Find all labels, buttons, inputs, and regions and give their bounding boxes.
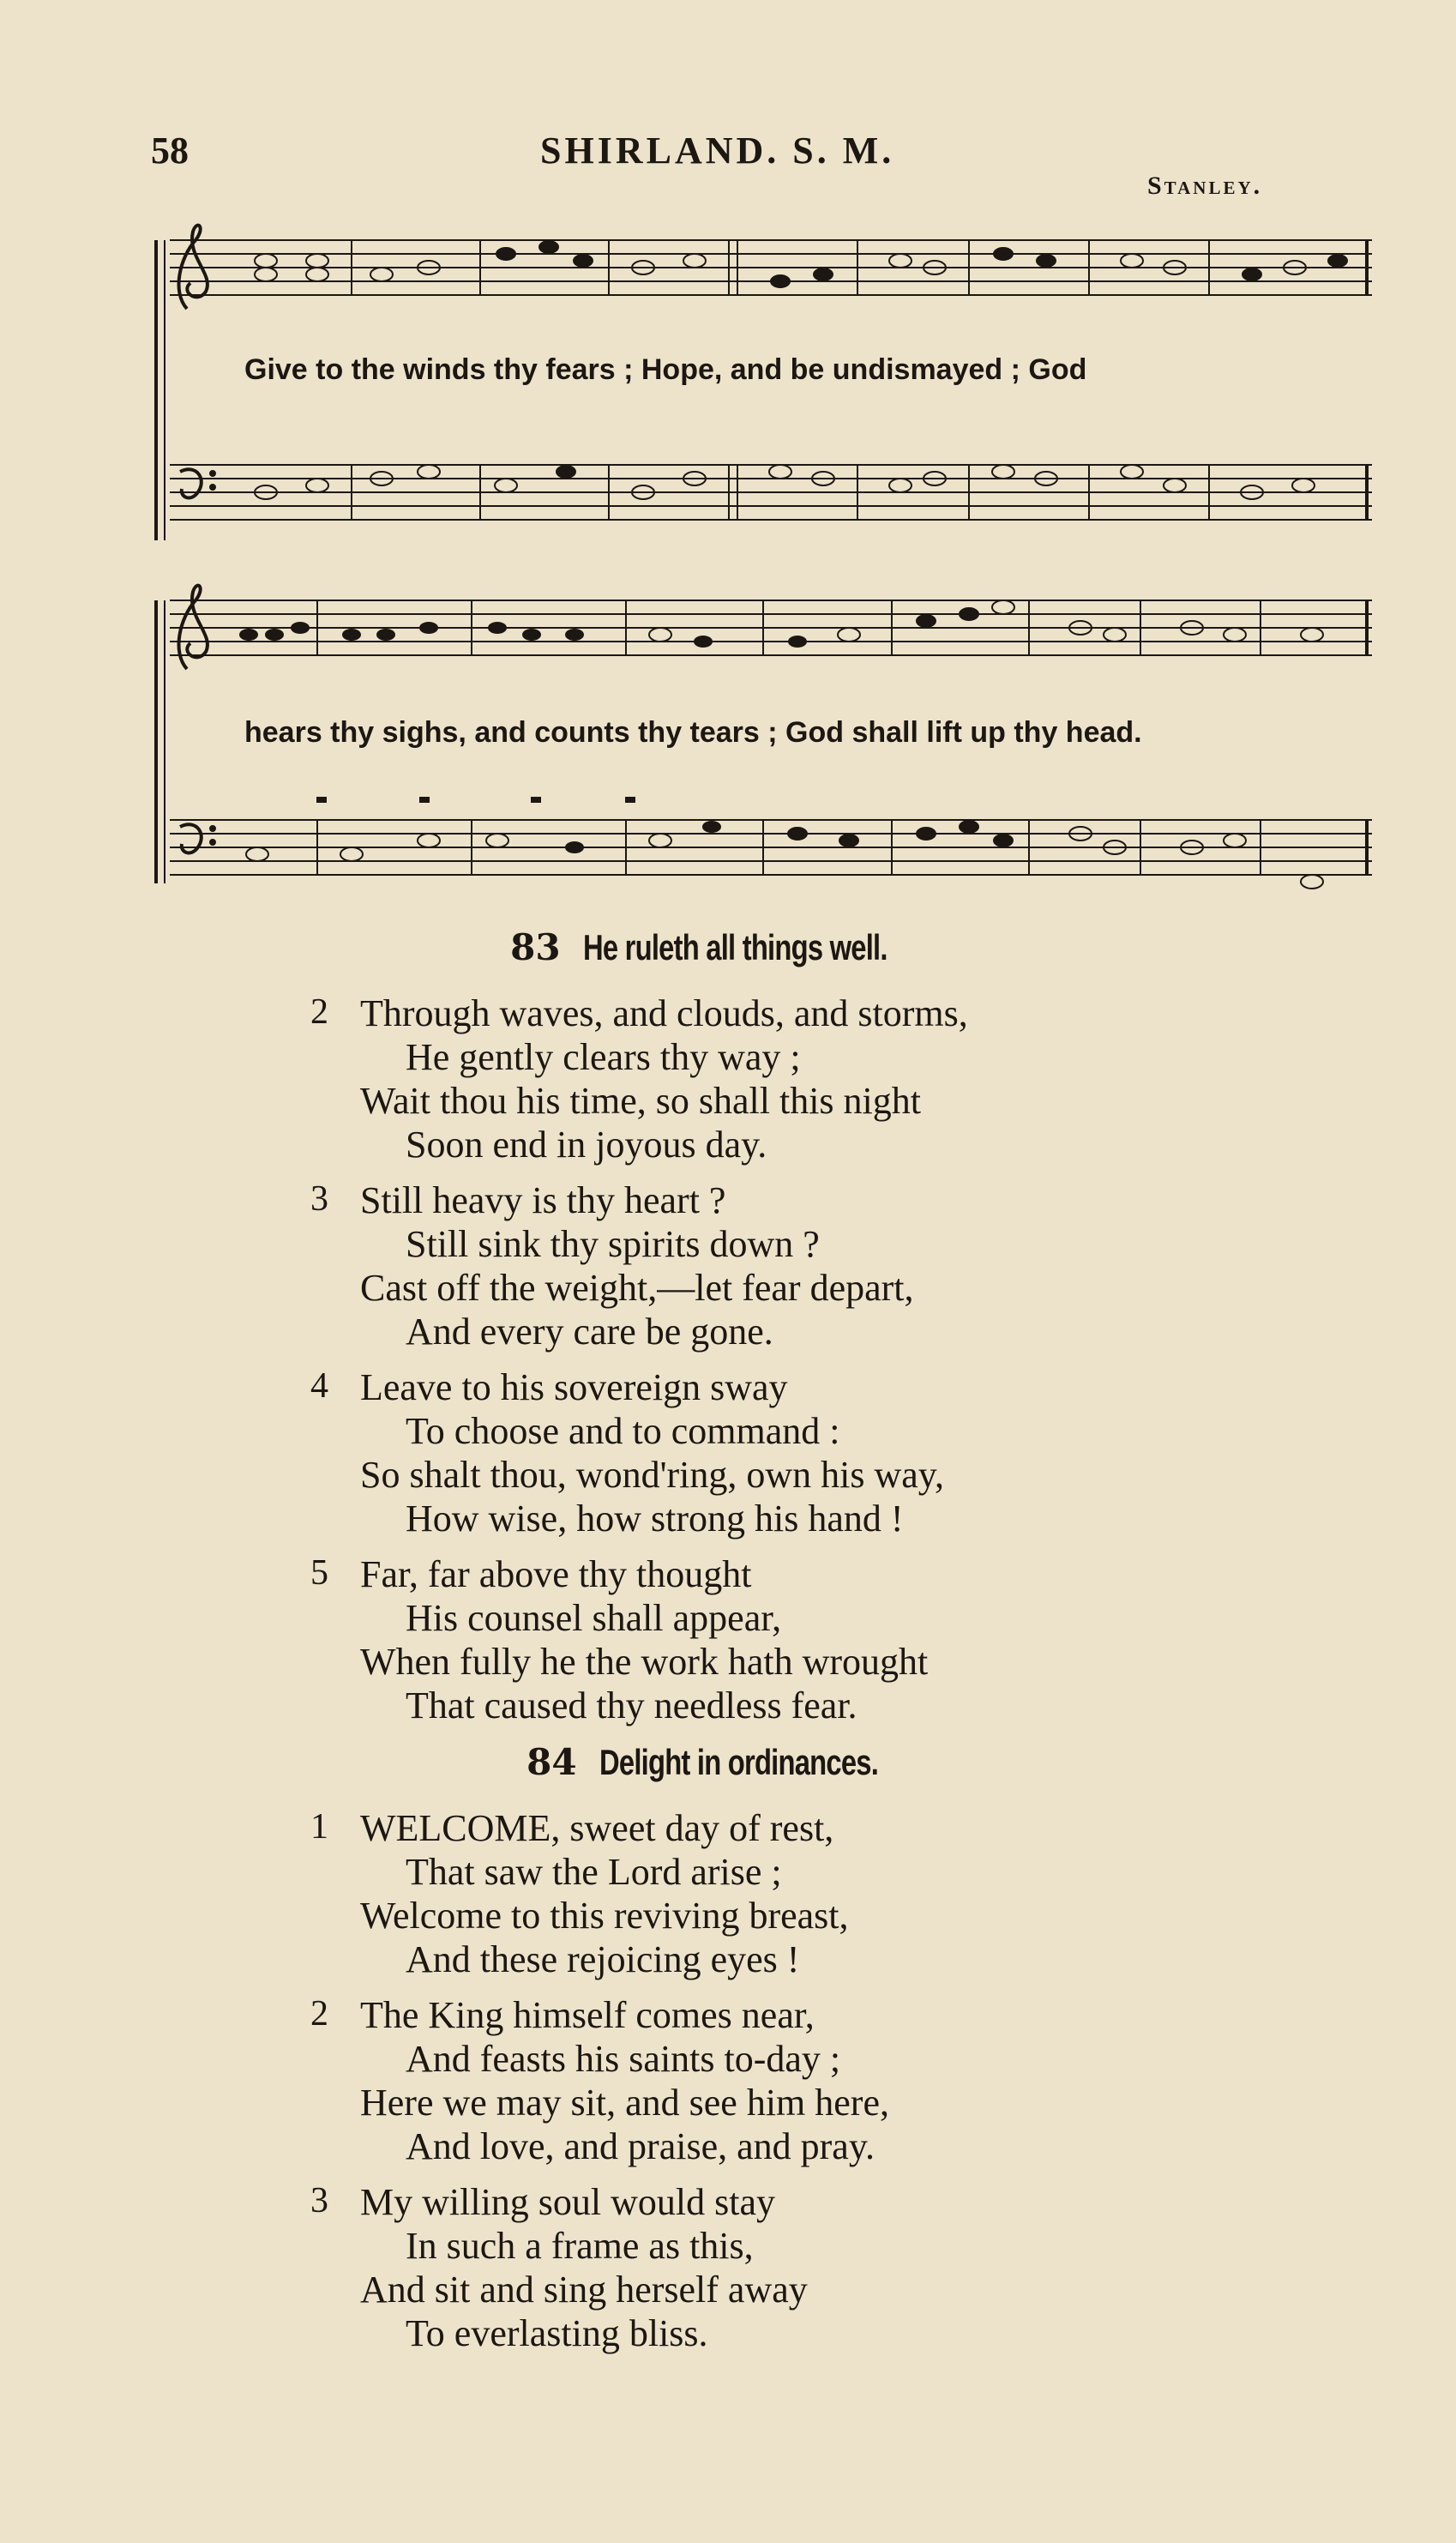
staff-treble-2	[170, 600, 1372, 655]
verse-line: WELCOME, sweet day of rest,	[360, 1807, 834, 1849]
verse-line: Still sink thy spirits down ?	[406, 1223, 820, 1265]
verse-line: Leave to his sovereign sway	[360, 1366, 788, 1408]
verse-line: Far, far above thy thought	[360, 1553, 752, 1595]
verse	[310, 1993, 1273, 2168]
hymn-heading	[210, 926, 1273, 979]
verse-number: 2	[310, 1994, 328, 2034]
verse-number: 3	[310, 1179, 328, 1219]
verse-line: How wise, how strong his hand !	[406, 1497, 904, 1540]
verse	[310, 991, 1273, 1166]
verse-line: Here we may sit, and see him here,	[360, 2082, 889, 2124]
hymn-number: 84	[526, 1741, 577, 1783]
verse-line: Soon end in joyous day.	[406, 1124, 767, 1166]
verse-number: 2	[310, 992, 328, 1032]
music-score	[146, 197, 1381, 901]
verse-number: 4	[310, 1366, 328, 1406]
hymn-83	[310, 926, 1273, 1727]
verse	[310, 2180, 1273, 2355]
hymn-84	[310, 1741, 1273, 2355]
verse-line: And sit and sing herself away	[360, 2269, 808, 2311]
page-number: 58	[151, 130, 189, 172]
verse-line: In such a frame as this,	[406, 2225, 754, 2267]
verse-line: And love, and praise, and pray.	[406, 2125, 875, 2167]
staff-treble-1	[170, 240, 1372, 295]
composer-name: Stanley.	[1147, 172, 1263, 200]
verse-line: To choose and to command :	[406, 1410, 840, 1452]
verse-line: When fully he the work hath wrought	[360, 1641, 929, 1683]
verse-line: Still heavy is thy heart ?	[360, 1179, 726, 1221]
verse	[310, 1552, 1273, 1727]
verse-line: And feasts his saints to-day ;	[406, 2038, 841, 2080]
verse-line: My willing soul would stay	[360, 2181, 776, 2223]
hymn-number: 83	[510, 926, 561, 968]
hymn-title: He ruleth all things well.	[583, 927, 887, 967]
lyrics-line-2: hears thy sighs, and counts thy tears ; God shall lift up thy head.	[244, 716, 1142, 749]
hymn-title: Delight in ordinances.	[599, 1742, 879, 1782]
verse-number: 3	[310, 2181, 328, 2221]
verse-number: 1	[310, 1807, 328, 1847]
verse-line: That saw the Lord arise ;	[406, 1851, 782, 1893]
verse-line: To everlasting bliss.	[406, 2312, 708, 2354]
verse	[310, 1365, 1273, 1540]
verse-line: Wait thou his time, so shall this night	[360, 1080, 922, 1122]
verse-line: And these rejoicing eyes !	[406, 1938, 800, 1980]
verse	[310, 1178, 1273, 1353]
verse-line: He gently clears thy way ;	[406, 1036, 801, 1078]
verse-line: And every care be gone.	[406, 1311, 773, 1353]
verse-line: Cast off the weight,—let fear depart,	[360, 1267, 914, 1309]
verse-line: Welcome to this reviving breast,	[360, 1895, 849, 1937]
verse-line: Through waves, and clouds, and storms,	[360, 992, 968, 1034]
hymn-heading	[210, 1741, 1273, 1794]
verse-line: The King himself comes near,	[360, 1994, 815, 2036]
verse-line: That caused thy needless fear.	[406, 1684, 857, 1726]
tune-title: SHIRLAND. S. M.	[540, 130, 895, 172]
verse-number: 5	[310, 1553, 328, 1593]
verse-line: So shalt thou, wond'ring, own his way,	[360, 1454, 944, 1496]
lyrics-line-1: Give to the winds thy fears ; Hope, and be undismayed ; God	[244, 353, 1087, 386]
verse-line: His counsel shall appear,	[406, 1597, 782, 1639]
staff-bass-1	[170, 465, 1372, 520]
verse	[310, 1806, 1273, 1981]
